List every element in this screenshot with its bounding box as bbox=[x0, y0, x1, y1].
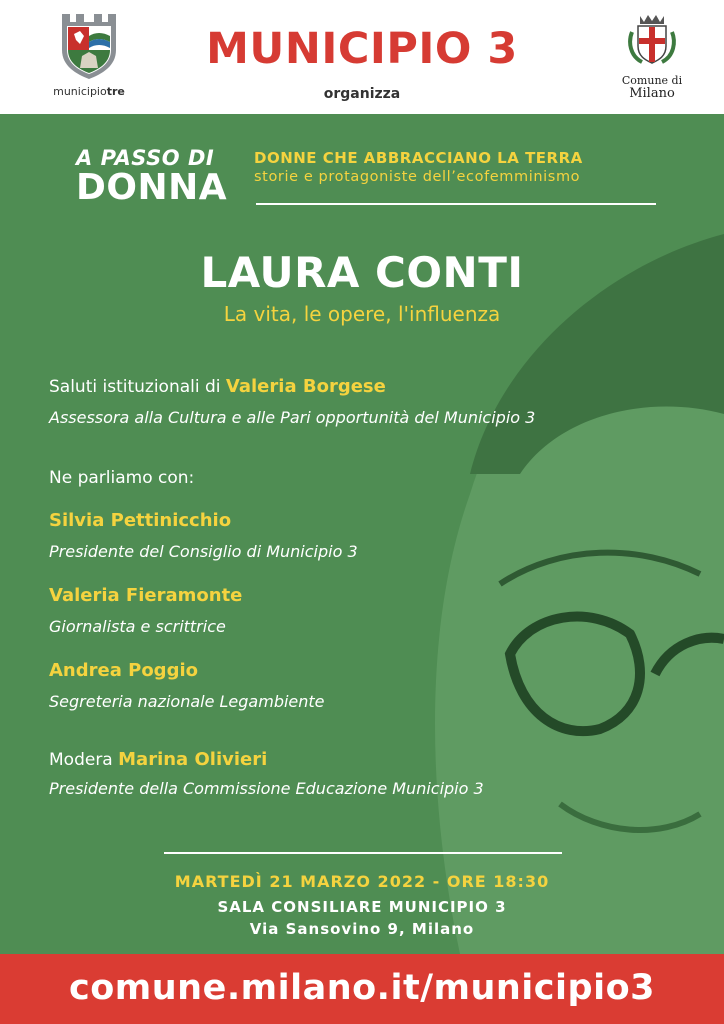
event-venue: SALA CONSILIARE MUNICIPIO 3 bbox=[217, 898, 507, 916]
divider-bottom bbox=[164, 852, 562, 854]
speaker-role: Segreteria nazionale Legambiente bbox=[49, 692, 325, 711]
footer bbox=[0, 954, 724, 1024]
series-line2: DONNA bbox=[76, 167, 228, 208]
speaker-name: Andrea Poggio bbox=[49, 660, 198, 681]
header bbox=[0, 0, 724, 114]
comune-milano-label: Comune di Milano bbox=[621, 74, 683, 101]
speaker-role: Presidente del Consiglio di Municipio 3 bbox=[49, 542, 358, 561]
event-date: MARTEDÌ 21 MARZO 2022 - ORE 18:30 bbox=[174, 872, 550, 891]
moderator-role: Presidente della Commissione Educazione Municipio 3 bbox=[49, 779, 484, 798]
comune-milano-logo bbox=[614, 12, 690, 100]
header-title: MUNICIPIO 3 bbox=[206, 24, 518, 74]
milano-crest-icon bbox=[626, 12, 678, 68]
speaker-role: Giornalista e scrittrice bbox=[49, 617, 226, 636]
greetings-name: Valeria Borgese bbox=[225, 376, 386, 397]
greetings-role: Assessora alla Cultura e alle Pari opportunità del Municipio 3 bbox=[49, 408, 536, 427]
event-address: Via Sansovino 9, Milano bbox=[249, 920, 475, 938]
moderator-line: Modera Marina Olivieri bbox=[49, 749, 268, 770]
moderator-name: Marina Olivieri bbox=[118, 749, 268, 770]
event-subtitle: La vita, le opere, l'influenza bbox=[223, 302, 501, 326]
footer-url-link[interactable]: comune.milano.it/municipio3 bbox=[69, 968, 655, 1008]
speaker-name: Silvia Pettinicchio bbox=[49, 510, 232, 531]
municipio-tre-label: municipiotre bbox=[53, 85, 125, 98]
series-title: DONNE CHE ABBRACCIANO LA TERRA bbox=[254, 149, 583, 167]
divider-top bbox=[256, 203, 656, 205]
speakers-intro: Ne parliamo con: bbox=[49, 468, 195, 488]
series-heading bbox=[254, 148, 674, 186]
greetings-line: Saluti istituzionali di Valeria Borgese bbox=[49, 376, 386, 397]
laura-conti-portrait-image bbox=[0, 114, 724, 954]
event-title: LAURA CONTI bbox=[200, 248, 524, 297]
series-subtitle: storie e protagoniste dell’ecofemminismo bbox=[254, 169, 581, 185]
header-subtitle: organizza bbox=[323, 86, 401, 102]
series-line1: A PASSO DI bbox=[76, 146, 215, 170]
series-logo bbox=[76, 146, 236, 206]
green-content-panel bbox=[0, 114, 724, 954]
speaker-name: Valeria Fieramonte bbox=[49, 585, 243, 606]
